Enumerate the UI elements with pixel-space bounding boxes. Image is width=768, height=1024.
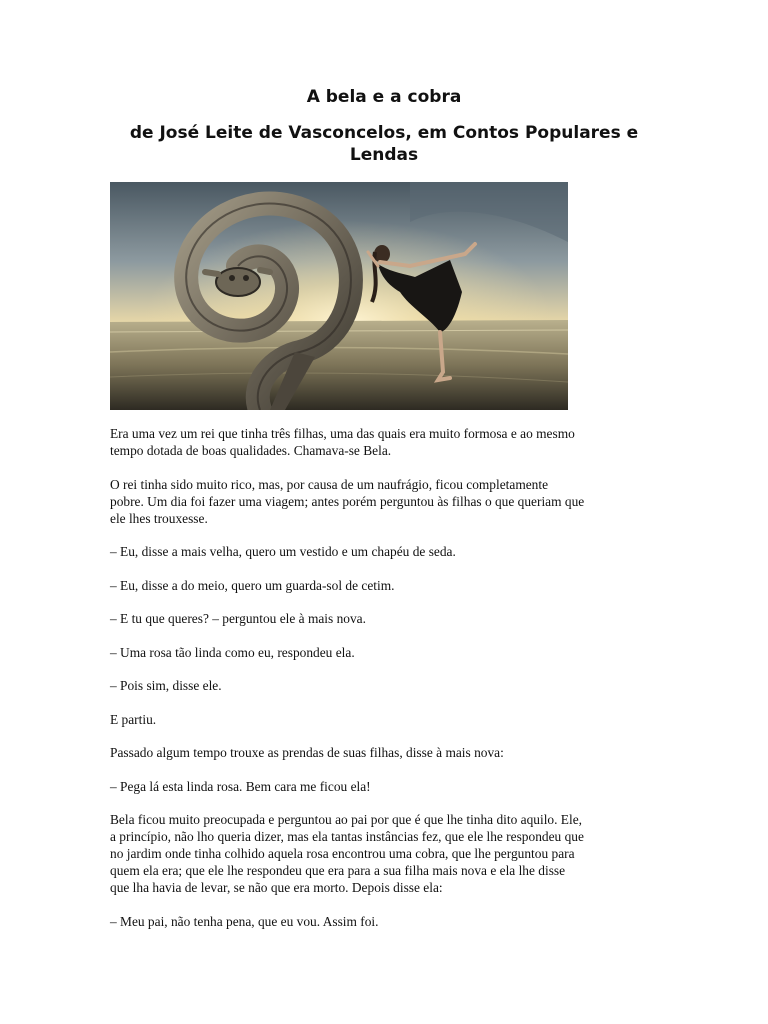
paragraph: Bela ficou muito preocupada e perguntou ao pai por que é que lhe tinha dito aquilo. Ele, a princípio, não lho queria dizer, mas ela tantas instâncias fez, que ele lhe respondeu que no jardim onde tinha colhido aquela rosa encontrou uma cobra, que lhe perguntou para quem ela era; que ele lhe respondeu que era para a sua filha mais nova e ela lhe disse que lha havia de levar, se não que era morto. Depois disse ela:: [110, 812, 584, 895]
paragraph: E partiu.: [110, 711, 157, 727]
story-body: [110, 425, 670, 946]
document-subtitle: de José Leite de Vasconcelos, em Contos Populares e Lendas: [129, 123, 639, 165]
paragraph: – Meu pai, não tenha pena, que eu vou. Assim foi.: [110, 913, 379, 929]
illustration-image: [110, 182, 568, 410]
paragraph: O rei tinha sido muito rico, mas, por causa de um naufrágio, ficou completamente pobre. Um dia foi fazer uma viagem; antes porém perguntou às filhas o que queriam que ele lhes trouxesse.: [110, 476, 585, 526]
paragraph: – Uma rosa tão linda como eu, respondeu ela.: [110, 644, 355, 660]
paragraph: Passado algum tempo trouxe as prendas de suas filhas, disse à mais nova:: [110, 745, 504, 760]
document-title: A bela e a cobra: [306, 87, 462, 107]
paragraph: – Pois sim, disse ele.: [110, 678, 222, 693]
paragraph: – Eu, disse a mais velha, quero um vestido e um chapéu de seda.: [110, 544, 456, 559]
paragraph: – Pega lá esta linda rosa. Bem cara me ficou ela!: [110, 778, 371, 794]
paragraph: – Eu, disse a do meio, quero um guarda-sol de cetim.: [110, 577, 395, 593]
paragraph: Era uma vez um rei que tinha três filhas, uma das quais era muito formosa e ao mesmo tempo dotada de boas qualidades. Chamava-se Bela.: [110, 426, 575, 458]
paragraph: – E tu que queres? – perguntou ele à mais nova.: [110, 611, 366, 626]
